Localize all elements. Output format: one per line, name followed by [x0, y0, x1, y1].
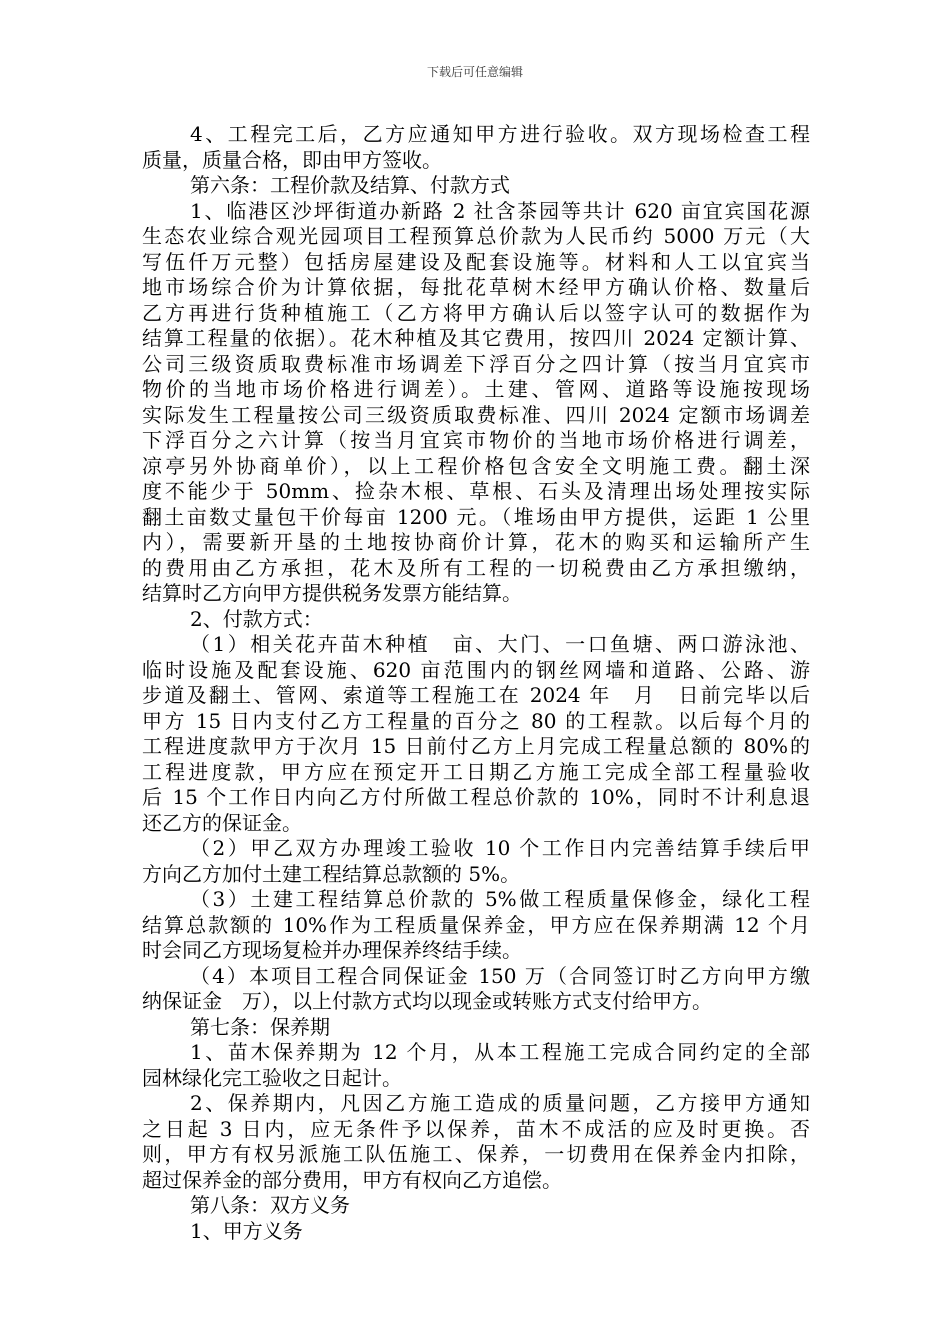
text-line: 下浮百分之六计算（按当月宜宾市物价的当地市场价格进行调差， [142, 428, 810, 452]
text-line: 方向乙方加付土建工程结算总款额的 5%。 [142, 861, 521, 886]
text-line: 生态农业综合观光园项目工程预算总价款为人民币约 5000 万元（大 [142, 224, 810, 248]
text-line: 1、临港区沙坪街道办新路 2 社含茶园等共计 620 亩宜宾国花源 [190, 198, 810, 223]
text-line: 2、保养期内，凡因乙方施工造成的质量问题，乙方接甲方通知 [190, 1091, 810, 1115]
text-line: 工程进度款，甲方应在预定开工日期乙方施工完成全部工程量验收 [142, 759, 810, 784]
text-line: （1）相关花卉苗木种植 亩、大门、一口鱼塘、两口游泳池、 [190, 632, 810, 656]
text-line: 实际发生工程量按公司三级资质取费标准、四川 2024 定额市场调差 [142, 402, 810, 427]
text-line: 2、付款方式： [190, 606, 323, 631]
text-line: 写伍仟万元整）包括房屋建设及配套设施等。材料和人工以宜宾当 [142, 249, 810, 274]
text-line: 地市场综合价为计算依据，每批花草树木经甲方确认价格、数量后 [142, 275, 810, 299]
text-line: 第六条：工程价款及结算、付款方式 [190, 173, 510, 197]
text-line: 甲方 15 日内支付乙方工程量的百分之 80 的工程款。以后每个月的 [142, 708, 810, 733]
text-line: 1、甲方义务 [190, 1218, 303, 1243]
text-line: 凉亭另外协商单价），以上工程价格包含安全文明施工费。翻土深 [142, 453, 810, 478]
text-line: 纳保证金 万），以上付款方式均以现金或转账方式支付给甲方。 [142, 989, 712, 1013]
text-line: 结算总款额的 10%作为工程质量保养金，甲方应在保养期满 12 个月 [142, 912, 810, 937]
text-line: 4、工程完工后，乙方应通知甲方进行验收。双方现场检查工程 [190, 122, 810, 146]
text-line: 乙方再进行货种植施工（乙方将甲方确认后以签字认可的数据作为 [142, 300, 810, 325]
text-line: 内），需要新开垦的土地按协商价计算，花木的购买和运输所产生 [142, 530, 810, 554]
text-line: 质量，质量合格，即由甲方签收。 [142, 147, 442, 172]
page-header: 下载后可任意编辑 [426, 65, 523, 79]
text-line: 度不能少于 50mm、捡杂木根、草根、石头及清理出场处理按实际 [142, 479, 810, 503]
text-line: 工程进度款甲方于次月 15 日前付乙方上月完成工程量总额的 80%的 [142, 734, 810, 758]
text-line: 时会同乙方现场复检并办理保养终结手续。 [142, 938, 522, 962]
text-line: 公司三级资质取费标准市场调差下浮百分之四计算（按当月宜宾市 [142, 351, 810, 376]
text-line: 结算时乙方向甲方提供税务发票方能结算。 [142, 581, 522, 605]
text-line: 物价的当地市场价格进行调差）。土建、管网、道路等设施按现场 [142, 377, 810, 401]
text-line: 之日起 3 日内，应无条件予以保养，苗木不成活的应及时更换。否 [142, 1116, 810, 1141]
document-body [142, 122, 810, 1244]
text-line: 步道及翻土、管网、索道等工程施工在 2024 年 月 日前完毕以后 [142, 683, 810, 707]
text-line: 的费用由乙方承担，花木及所有工程的一切税费由乙方承担缴纳， [142, 555, 810, 580]
text-line: 第八条：双方义务 [190, 1193, 350, 1217]
text-line: （2）甲乙双方办理竣工验收 10 个工作日内完善结算手续后甲 [190, 836, 810, 860]
text-line: （3）土建工程结算总价款的 5%做工程质量保修金，绿化工程 [190, 887, 810, 911]
text-line: 还乙方的保证金。 [142, 810, 302, 835]
text-line: （4）本项目工程合同保证金 150 万（合同签订时乙方向甲方缴 [190, 963, 810, 988]
text-line: 第七条：保养期 [190, 1014, 330, 1039]
text-line: 临时设施及配套设施、620 亩范围内的钢丝网墙和道路、公路、游 [142, 657, 810, 682]
text-line: 翻土亩数丈量包干价每亩 1200 元。（堆场由甲方提供，运距 1 公里 [142, 504, 810, 529]
text-line: 后 15 个工作日内向乙方付所做工程总价款的 10%，同时不计利息退 [142, 785, 810, 809]
text-line: 园林绿化完工验收之日起计。 [142, 1065, 402, 1090]
text-line: 结算工程量的依据）。花木种植及其它费用，按四川 2024 定额计算、 [142, 326, 810, 350]
text-line: 1、苗木保养期为 12 个月，从本工程施工完成合同约定的全部 [190, 1040, 810, 1064]
text-line: 超过保养金的部分费用，甲方有权向乙方追偿。 [142, 1167, 562, 1192]
text-line: 则，甲方有权另派施工队伍施工、保养，一切费用在保养金内扣除， [142, 1142, 810, 1166]
